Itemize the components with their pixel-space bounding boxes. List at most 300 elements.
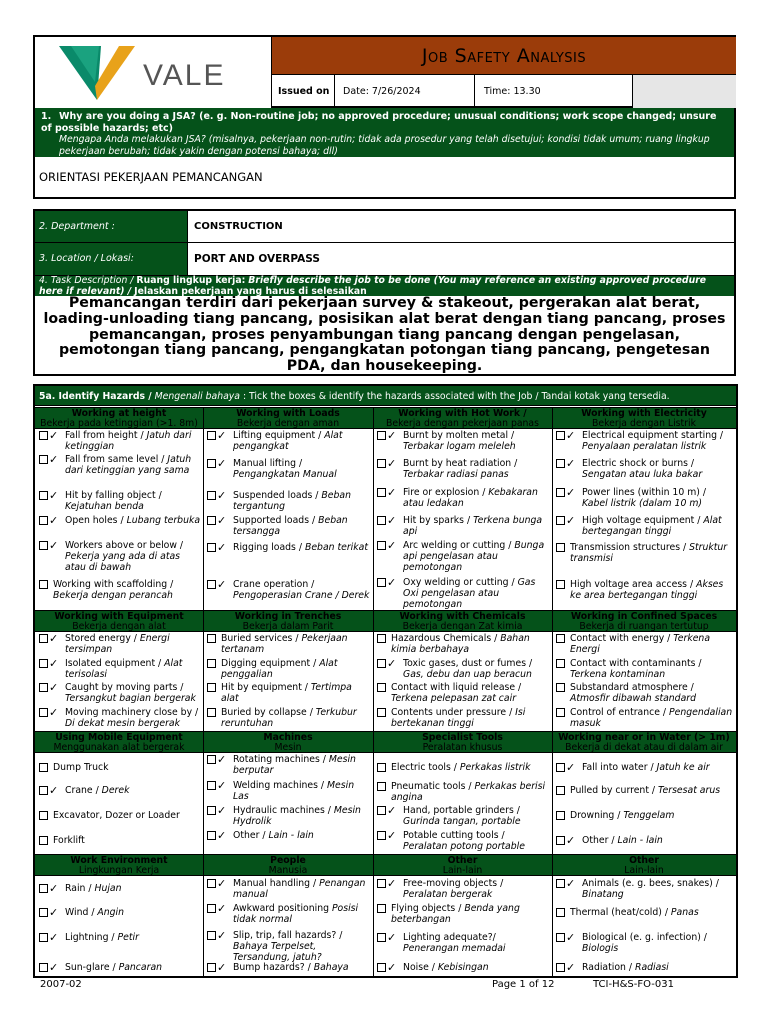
hazard-label xyxy=(65,541,201,573)
hazard-checkbox[interactable] xyxy=(556,459,575,471)
category-title: Work Environment xyxy=(70,855,168,866)
hazard-label-en: Fall from height / xyxy=(65,430,144,441)
hazard-label-en: Suspended loads / xyxy=(233,490,319,501)
hazard-checkbox[interactable] xyxy=(556,516,575,528)
category-subtitle: Bekerja dengan pekerjaan panas xyxy=(386,418,539,429)
hazard-head-a: 5a. Identify Hazards / xyxy=(39,391,152,402)
hazard-checkbox[interactable] xyxy=(39,836,48,848)
hazard-checkbox[interactable] xyxy=(207,683,216,695)
hazard-label-id: Mesin berputar xyxy=(233,754,356,776)
hazard-label-en: Rotating machines / xyxy=(233,754,326,765)
hazard-label xyxy=(221,708,371,730)
hazard-checkbox[interactable] xyxy=(39,786,58,798)
hazard-label-en: Lifting equipment / xyxy=(233,430,322,441)
hazard-checkbox[interactable] xyxy=(39,491,58,503)
checkmark-icon: ✓ xyxy=(566,961,576,974)
checkmark-icon: ✓ xyxy=(49,882,59,895)
hazard-label-id: Bekerja dengan perancah xyxy=(53,589,173,601)
hazard-label xyxy=(391,634,550,656)
hazard-checkbox[interactable] xyxy=(377,431,396,443)
hazard-label-en: Toxic gases, dust or fumes / xyxy=(403,658,533,669)
hazard-checkbox[interactable] xyxy=(207,806,226,818)
hazard-label xyxy=(221,659,371,681)
checkmark-icon: ✓ xyxy=(217,457,227,470)
checkbox-square-icon xyxy=(207,431,216,440)
hazard-label xyxy=(582,879,734,901)
category-subtitle: Bekerja dengan aman xyxy=(236,418,340,429)
hazard-label-id: Mesin Hydrolik xyxy=(233,805,361,827)
hazard-checkbox[interactable] xyxy=(207,634,216,646)
hazard-checkbox[interactable] xyxy=(556,580,565,592)
hazard-label xyxy=(582,763,734,774)
section1-answer[interactable]: ORIENTASI PEKERJAAN PEMANCANGAN xyxy=(33,157,736,199)
hazard-label-en: Thermal (heat/cold) / xyxy=(570,907,668,918)
hazard-label xyxy=(391,683,550,705)
checkbox-square-icon xyxy=(207,831,216,840)
hazard-checkbox[interactable] xyxy=(39,963,58,975)
checkmark-icon: ✓ xyxy=(217,779,227,792)
hazard-label-en: Fire or explosion / xyxy=(403,487,486,498)
hazard-checkbox[interactable] xyxy=(556,963,575,975)
checkbox-square-icon xyxy=(377,659,386,668)
hazard-label-en: Burnt by molten metal / xyxy=(403,430,515,441)
hazard-label-en: Dump Truck xyxy=(53,762,109,773)
hazard-label xyxy=(233,431,371,453)
column-divider xyxy=(203,407,204,977)
hazard-checkbox[interactable] xyxy=(377,708,386,720)
hazard-label-en: Radiation / xyxy=(582,962,633,973)
category-subtitle: Mesin xyxy=(274,742,302,753)
hazard-checkbox[interactable] xyxy=(39,708,58,720)
checkmark-icon: ✓ xyxy=(49,681,59,694)
hazard-label-id: Bahaya xyxy=(310,962,349,973)
hazard-header xyxy=(35,386,736,406)
hazard-label-id: Hujan xyxy=(91,883,122,894)
hazard-label xyxy=(403,431,550,453)
category-title: Other xyxy=(447,855,478,866)
checkmark-icon: ✓ xyxy=(217,753,227,766)
hazard-label xyxy=(233,879,371,901)
hazard-label xyxy=(65,491,201,513)
category-header-people xyxy=(203,854,373,876)
checkmark-icon: ✓ xyxy=(49,632,59,645)
checkmark-icon: ✓ xyxy=(566,834,576,847)
hazard-label-en: Bump hazards? / xyxy=(233,962,311,973)
category-header-working-with-hot-work xyxy=(373,407,552,429)
hazard-checkbox[interactable] xyxy=(39,763,48,775)
checkmark-icon: ✓ xyxy=(49,784,59,797)
checkbox-square-icon xyxy=(39,431,48,440)
category-title: Working with Chemicals xyxy=(399,611,526,622)
hazard-checkbox[interactable] xyxy=(207,931,226,943)
checkmark-icon: ✓ xyxy=(217,541,227,554)
hazard-label-en: Drowning / xyxy=(570,810,621,821)
hazard-label-id: Jatuh ke air xyxy=(653,762,710,773)
hazard-label xyxy=(403,459,550,481)
hazard-checkbox[interactable] xyxy=(377,459,396,471)
checkbox-square-icon xyxy=(556,488,565,497)
category-subtitle: Menggunakan alat bergerak xyxy=(53,742,185,753)
checkbox-square-icon xyxy=(207,459,216,468)
hazard-checkbox[interactable] xyxy=(556,879,575,891)
checkmark-icon: ✓ xyxy=(387,829,397,842)
hazard-checkbox[interactable] xyxy=(39,683,58,695)
hazard-label-id: Tersangkut bagian bergerak xyxy=(65,692,196,704)
checkmark-icon: ✓ xyxy=(49,906,59,919)
hazard-label-en: High voltage equipment / xyxy=(582,515,701,526)
checkbox-square-icon xyxy=(39,541,48,550)
checkbox-square-icon xyxy=(377,541,386,550)
hazard-label-id: Kebisingan xyxy=(434,962,489,973)
section-number: 1. xyxy=(41,111,52,122)
hazard-label-en: Stored energy / xyxy=(65,633,137,644)
hazard-label-en: Welding machines / xyxy=(233,780,325,791)
category-header-other xyxy=(552,854,736,876)
checkbox-square-icon xyxy=(39,659,48,668)
hazard-checkbox[interactable] xyxy=(556,811,565,823)
checkbox-square-icon xyxy=(377,933,386,942)
date-field[interactable]: Date: 7/26/2024 xyxy=(335,75,475,108)
hazard-label-id: Perkakas listrik xyxy=(456,762,531,773)
checkbox-square-icon xyxy=(556,933,565,942)
hazard-label-id: Peralatan bergerak xyxy=(403,888,493,900)
hazard-label xyxy=(570,543,734,565)
hazard-checkbox[interactable] xyxy=(207,879,226,891)
hazard-label-id: Penerangan memadai xyxy=(403,942,506,954)
department-label: 2. Department : xyxy=(35,211,188,243)
hazard-label xyxy=(233,580,371,602)
hazard-label-en: Rain / xyxy=(65,883,92,894)
hazard-label xyxy=(65,431,201,453)
checkmark-icon: ✓ xyxy=(387,429,397,442)
hazard-checkbox[interactable] xyxy=(556,431,575,443)
checkmark-icon: ✓ xyxy=(387,514,397,527)
hazard-label-en: Buried by collapse / xyxy=(221,707,313,718)
hazard-checkbox[interactable] xyxy=(377,488,396,500)
hazard-label xyxy=(403,879,550,901)
hazard-label-id: Terbakar logam meleleh xyxy=(403,440,516,452)
hazard-checkbox[interactable] xyxy=(207,659,216,671)
task-description[interactable]: Pemancangan terdiri dari pekerjaan survey & stakeout, pergerakan alat berat, loading-unloading tiang pancang, posisikan alat berat dengan tiang pancang, proses pemancangan, proses penyambungan tiang pancang dengan pengelasan, pemotongan tiang pancang, pengangkatan potongan tiang pancang, pengetesan PDA, dan housekeeping. xyxy=(33,296,736,376)
hazard-checkbox[interactable] xyxy=(377,763,386,775)
hazard-checkbox[interactable] xyxy=(207,431,226,443)
hazard-checkbox[interactable] xyxy=(377,904,386,916)
hazard-label-id: Penyalaan peralatan listrik xyxy=(582,440,707,452)
checkbox-square-icon xyxy=(207,543,216,552)
checkmark-icon: ✓ xyxy=(566,931,576,944)
hazard-label xyxy=(65,634,201,656)
logo-cell xyxy=(35,37,272,108)
checkbox-square-icon xyxy=(207,781,216,790)
checkmark-icon: ✓ xyxy=(49,961,59,974)
hazard-label-id: Pekerja yang ada di atas atau di bawah xyxy=(65,550,181,573)
hazard-label-en: Lightning / xyxy=(65,932,115,943)
hazard-label xyxy=(403,806,550,828)
hazard-label-en: High voltage area access / xyxy=(570,579,694,590)
hazard-checkbox[interactable] xyxy=(207,543,226,555)
hazard-label xyxy=(65,908,201,919)
checkmark-icon: ✓ xyxy=(217,804,227,817)
hazard-label-en: Moving machinery close by / xyxy=(65,707,199,718)
hazard-checkbox[interactable] xyxy=(377,683,386,695)
category-title: Working with Hot Work / xyxy=(398,408,527,419)
category-header-working-near-or-in-water-1m xyxy=(552,731,736,753)
hazard-label xyxy=(65,455,201,477)
checkbox-square-icon xyxy=(377,763,386,772)
hazard-label-id: Atmosfir dibawah standard xyxy=(570,692,697,704)
hazard-label xyxy=(233,459,371,481)
hazard-label xyxy=(403,488,550,510)
hazard-label xyxy=(233,904,371,926)
category-header-work-environment xyxy=(35,854,203,876)
checkmark-icon: ✓ xyxy=(217,514,227,527)
hazard-label-id: Akses ke area bertegangan tinggi xyxy=(570,579,724,601)
hazard-checkbox[interactable] xyxy=(39,908,58,920)
hazard-label-id: Petir xyxy=(114,932,139,943)
hazard-checkbox[interactable] xyxy=(377,963,396,975)
hazard-label-en: Pneumatic tools / xyxy=(391,781,472,792)
hazard-label xyxy=(582,431,734,453)
checkmark-icon: ✓ xyxy=(217,902,227,915)
hazard-checkbox[interactable] xyxy=(39,659,58,671)
category-header-working-with-loads xyxy=(203,407,373,429)
hazard-label-id: Mesin Las xyxy=(233,780,355,802)
hazard-checkbox[interactable] xyxy=(556,786,565,798)
hazard-checkbox[interactable] xyxy=(377,806,396,818)
hazard-label-en: Manual handling / xyxy=(233,878,317,889)
checkbox-square-icon xyxy=(207,963,216,972)
hazard-label-en: Animals (e. g. bees, snakes) / xyxy=(582,878,719,889)
hazard-label xyxy=(233,543,371,554)
hazard-label-id: Jatuh dari ketinggian yang sama xyxy=(65,454,192,476)
hazard-label-id: Alat pengangkat xyxy=(233,430,343,452)
checkbox-square-icon xyxy=(556,763,565,772)
hazard-label-en: Hit by falling object / xyxy=(65,490,162,501)
column-divider xyxy=(552,407,553,977)
hazard-label-en: Contact with contaminants / xyxy=(570,658,702,669)
hazard-checkbox[interactable] xyxy=(377,831,396,843)
hazard-checkbox[interactable] xyxy=(556,634,565,646)
checkmark-icon: ✓ xyxy=(387,457,397,470)
hazard-label-id: Tersesat arus xyxy=(655,785,721,796)
hazard-checkbox[interactable] xyxy=(377,516,396,528)
hazard-checkbox[interactable] xyxy=(556,683,565,695)
hazard-checkbox[interactable] xyxy=(39,516,58,528)
hazard-checkbox[interactable] xyxy=(377,634,386,646)
hazard-label-en: Electrical equipment starting / xyxy=(582,430,724,441)
hazard-checkbox[interactable] xyxy=(377,541,396,553)
hazard-checkbox[interactable] xyxy=(39,580,48,592)
hazard-checkbox[interactable] xyxy=(556,933,575,945)
hazard-label xyxy=(570,683,734,705)
checkbox-square-icon xyxy=(207,708,216,717)
hazard-label xyxy=(233,516,371,538)
hazard-checkbox[interactable] xyxy=(207,580,226,592)
hazard-checkbox[interactable] xyxy=(556,488,575,500)
hazard-label xyxy=(403,659,550,681)
hazard-checkbox[interactable] xyxy=(39,431,58,443)
hazard-checkbox[interactable] xyxy=(556,763,575,775)
column-divider xyxy=(373,407,374,977)
hazard-label xyxy=(570,786,734,797)
question-id: Mengapa Anda melakukan JSA? (misalnya, pekerjaan non-rutin; tidak ada prosedur yang telah disetujui; kondisi tidak umum; ruang lingkup pekerjaan berubah; tidak yakin dengan potensi bahaya; dll) xyxy=(59,134,710,157)
hazard-label-en: Working with scaffolding / xyxy=(53,579,174,590)
checkmark-icon: ✓ xyxy=(566,761,576,774)
category-subtitle: Bekerja pada ketinggian (>1. 8m) xyxy=(40,418,198,429)
hazard-label-en: Awkward positioning xyxy=(233,903,329,914)
hazard-checkbox[interactable] xyxy=(377,879,396,891)
hazard-checkbox[interactable] xyxy=(39,455,58,467)
time-field[interactable]: Time: 13.30 xyxy=(475,75,633,108)
hazard-label xyxy=(403,963,550,974)
checkbox-square-icon xyxy=(207,755,216,764)
hazard-checkbox[interactable] xyxy=(556,708,565,720)
hazard-label xyxy=(582,459,734,481)
hazard-label xyxy=(65,659,201,681)
hazard-label-id: Kebakaran atau ledakan xyxy=(403,487,538,509)
jsa-header xyxy=(33,35,736,108)
hazard-head-b: Mengenali bahaya xyxy=(154,391,240,402)
category-header-specialist-tools xyxy=(373,731,552,753)
checkmark-icon: ✓ xyxy=(49,706,59,719)
checkmark-icon: ✓ xyxy=(387,961,397,974)
hazard-label-id: Angin xyxy=(94,907,125,918)
task-label-c: Briefly describe the job to be done (You may reference an existing approved procedure here if relevant) / xyxy=(39,275,707,297)
hazard-label-id: Di dekat mesin bergerak xyxy=(65,717,181,729)
hazard-checkbox[interactable] xyxy=(377,933,396,945)
hazard-label-en: Hit by sparks / xyxy=(403,515,471,526)
hazard-checkbox[interactable] xyxy=(207,459,226,471)
checkbox-square-icon xyxy=(556,659,565,668)
hazard-label-id: Alat bertegangan tinggi xyxy=(582,515,722,537)
hazard-checkbox[interactable] xyxy=(556,659,565,671)
hazard-checkbox[interactable] xyxy=(207,963,226,975)
hazard-label xyxy=(391,708,550,730)
hazard-label-en: Hit by equipment / xyxy=(221,682,308,693)
checkbox-square-icon xyxy=(39,811,48,820)
hazard-checkbox[interactable] xyxy=(207,831,226,843)
hazard-checkbox[interactable] xyxy=(39,541,58,553)
hazard-checkbox[interactable] xyxy=(556,908,565,920)
hazard-label-en: Manual lifting / xyxy=(233,458,303,469)
question-en: Why are you doing a JSA? (e. g. Non-routine job; no approved procedure; unusual conditions; work scope changed; unsure of possible hazards; etc) xyxy=(41,111,717,134)
checkmark-icon: ✓ xyxy=(387,576,397,589)
hazard-label xyxy=(403,578,550,610)
hazard-checkbox[interactable] xyxy=(207,755,226,767)
hazard-label-id: Lain - lain xyxy=(265,830,314,841)
category-subtitle: Lain-lain xyxy=(624,865,664,876)
hazard-checkbox[interactable] xyxy=(377,578,396,590)
category-title: Working in Confined Spaces xyxy=(570,611,718,622)
checkbox-square-icon xyxy=(556,879,565,888)
category-title: Working near or in Water (> 1m) xyxy=(558,732,730,743)
checkmark-icon: ✓ xyxy=(566,457,576,470)
hazard-label xyxy=(391,904,550,926)
department-value[interactable]: CONSTRUCTION xyxy=(188,211,734,243)
category-subtitle: Bekerja dengan alat xyxy=(72,621,166,632)
hazard-label xyxy=(570,580,734,602)
hazard-label-en: Caught by moving parts / xyxy=(65,682,184,693)
section1-question xyxy=(33,108,736,157)
hazard-label-id: Gas Oxi pengelasan atau pemotongan xyxy=(403,577,536,610)
hazard-label-id: Binatang xyxy=(582,888,624,900)
hazard-label xyxy=(570,634,734,656)
hazard-label-en: Arc welding or cutting / xyxy=(403,540,512,551)
hazard-label-id: Terbakar radiasi panas xyxy=(403,468,509,480)
checkmark-icon: ✓ xyxy=(49,429,59,442)
checkmark-icon: ✓ xyxy=(217,961,227,974)
checkbox-square-icon xyxy=(377,879,386,888)
checkbox-square-icon xyxy=(377,831,386,840)
category-header-other xyxy=(373,854,552,876)
checkmark-icon: ✓ xyxy=(217,929,227,942)
hazard-label xyxy=(391,782,550,804)
checkbox-square-icon xyxy=(556,580,565,589)
hazard-checkbox[interactable] xyxy=(39,884,58,896)
hazard-checkbox[interactable] xyxy=(207,516,226,528)
hazard-label-en: Buried services / xyxy=(221,633,299,644)
location-value[interactable]: PORT AND OVERPASS xyxy=(194,253,320,265)
hazard-checkbox[interactable] xyxy=(207,781,226,793)
hazard-label-id: Terkena kontaminan xyxy=(570,668,666,680)
checkbox-square-icon xyxy=(207,683,216,692)
checkbox-square-icon xyxy=(556,786,565,795)
hazard-checkbox[interactable] xyxy=(377,782,386,794)
checkbox-square-icon xyxy=(377,963,386,972)
hazard-label-id: Radiasi xyxy=(632,962,669,973)
hazard-label-en: Hydraulic machines / xyxy=(233,805,331,816)
hazard-checkbox[interactable] xyxy=(377,659,396,671)
footer-code: TCI-H&S-FO-031 xyxy=(593,979,674,990)
checkbox-square-icon xyxy=(377,488,386,497)
hazard-label-en: Fall into water / xyxy=(582,762,654,773)
checkbox-square-icon xyxy=(556,811,565,820)
hazard-checkbox[interactable] xyxy=(39,933,58,945)
checkbox-square-icon xyxy=(39,708,48,717)
category-header-working-with-chemicals xyxy=(373,610,552,632)
hazard-label-id: Pengoperasian Crane / Derek xyxy=(233,589,370,601)
hazard-label xyxy=(403,831,550,853)
checkmark-icon: ✓ xyxy=(217,829,227,842)
checkbox-square-icon xyxy=(377,806,386,815)
hazard-checkbox[interactable] xyxy=(207,708,216,720)
task-label-d: Jelaskan pekerjaan yang harus di selesaikan xyxy=(134,285,367,297)
hazard-checkbox[interactable] xyxy=(556,543,565,555)
category-title: Working with Electricity xyxy=(581,408,707,419)
hazard-checkbox[interactable] xyxy=(39,634,58,646)
hazard-checkbox[interactable] xyxy=(39,811,48,823)
hazard-label-id: Biologis xyxy=(582,942,619,954)
hazard-label-id: Terkena bunga api xyxy=(403,515,543,537)
checkbox-square-icon xyxy=(39,491,48,500)
category-header-working-in-confined-spaces xyxy=(552,610,736,632)
hazard-label xyxy=(233,963,371,974)
checkmark-icon: ✓ xyxy=(49,539,59,552)
hazard-label-en: Substandard atmosphere / xyxy=(570,682,694,693)
hazard-label-id: Kabel listrik (dalam 10 m) xyxy=(582,497,703,509)
category-header-working-in-trenches xyxy=(203,610,373,632)
hazard-label-en: Open holes / xyxy=(65,515,124,526)
hazard-checkbox[interactable] xyxy=(207,904,226,916)
hazard-label-en: Oxy welding or cutting / xyxy=(403,577,515,588)
hazard-label xyxy=(233,781,371,803)
checkmark-icon: ✓ xyxy=(387,804,397,817)
hazard-checkbox[interactable] xyxy=(556,836,575,848)
hazard-checkbox[interactable] xyxy=(207,491,226,503)
category-subtitle: Lingkungan Kerja xyxy=(78,865,160,876)
hazard-label xyxy=(582,933,734,955)
hazard-label xyxy=(233,806,371,828)
